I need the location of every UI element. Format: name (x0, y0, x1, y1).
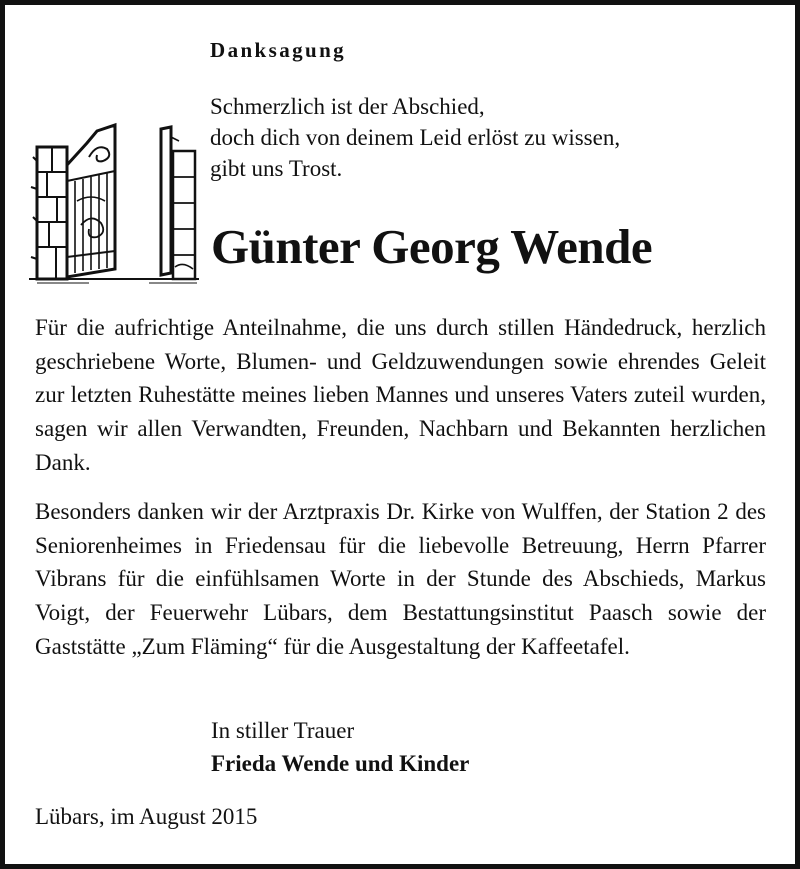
open-gate-icon (29, 117, 199, 287)
closing-block (211, 714, 469, 780)
closing-line: In stiller Trauer (211, 718, 355, 743)
thanks-paragraph: Für die aufrichtige Anteilnahme, die uns durch stillen Händedruck, herzlich geschriebene Worte, Blumen- und Geldzuwendungen sowie ehrendes Geleit zur letzten Ruhestätte meines lieben Mannes und unseres Vaters zuteil wurden, sagen wir allen Verwandten, Freunden, Nachbarn und Bekannten herzlichen Dank. (35, 315, 766, 475)
place-date: Lübars, im August 2015 (35, 804, 258, 829)
verse-block (210, 91, 620, 184)
deceased-name: Günter Georg Wende (211, 219, 653, 274)
verse-line-2: doch dich von deinem Leid erlöst zu wissen, (210, 125, 621, 150)
notice-heading: Danksagung (210, 38, 347, 62)
signature: Frieda Wende und Kinder (211, 751, 470, 776)
verse-line-1: Schmerzlich ist der Abschied, (210, 94, 485, 119)
special-thanks-paragraph: Besonders danken wir der Arztpraxis Dr. Kirke von Wulffen, der Station 2 des Seniorenheimes in Friedensau für die liebevolle Betreuung, Herrn Pfarrer Vibrans für die einfühlsamen Worte in der Stunde des Abschieds, Markus Voigt, der Feuerwehr Lübars, dem Bestattungsinstitut Paasch sowie der Gaststätte „Zum Fläming“ für die Ausgestaltung der Kaffeetafel. (35, 499, 766, 659)
verse-line-3: gibt uns Trost. (210, 156, 343, 181)
